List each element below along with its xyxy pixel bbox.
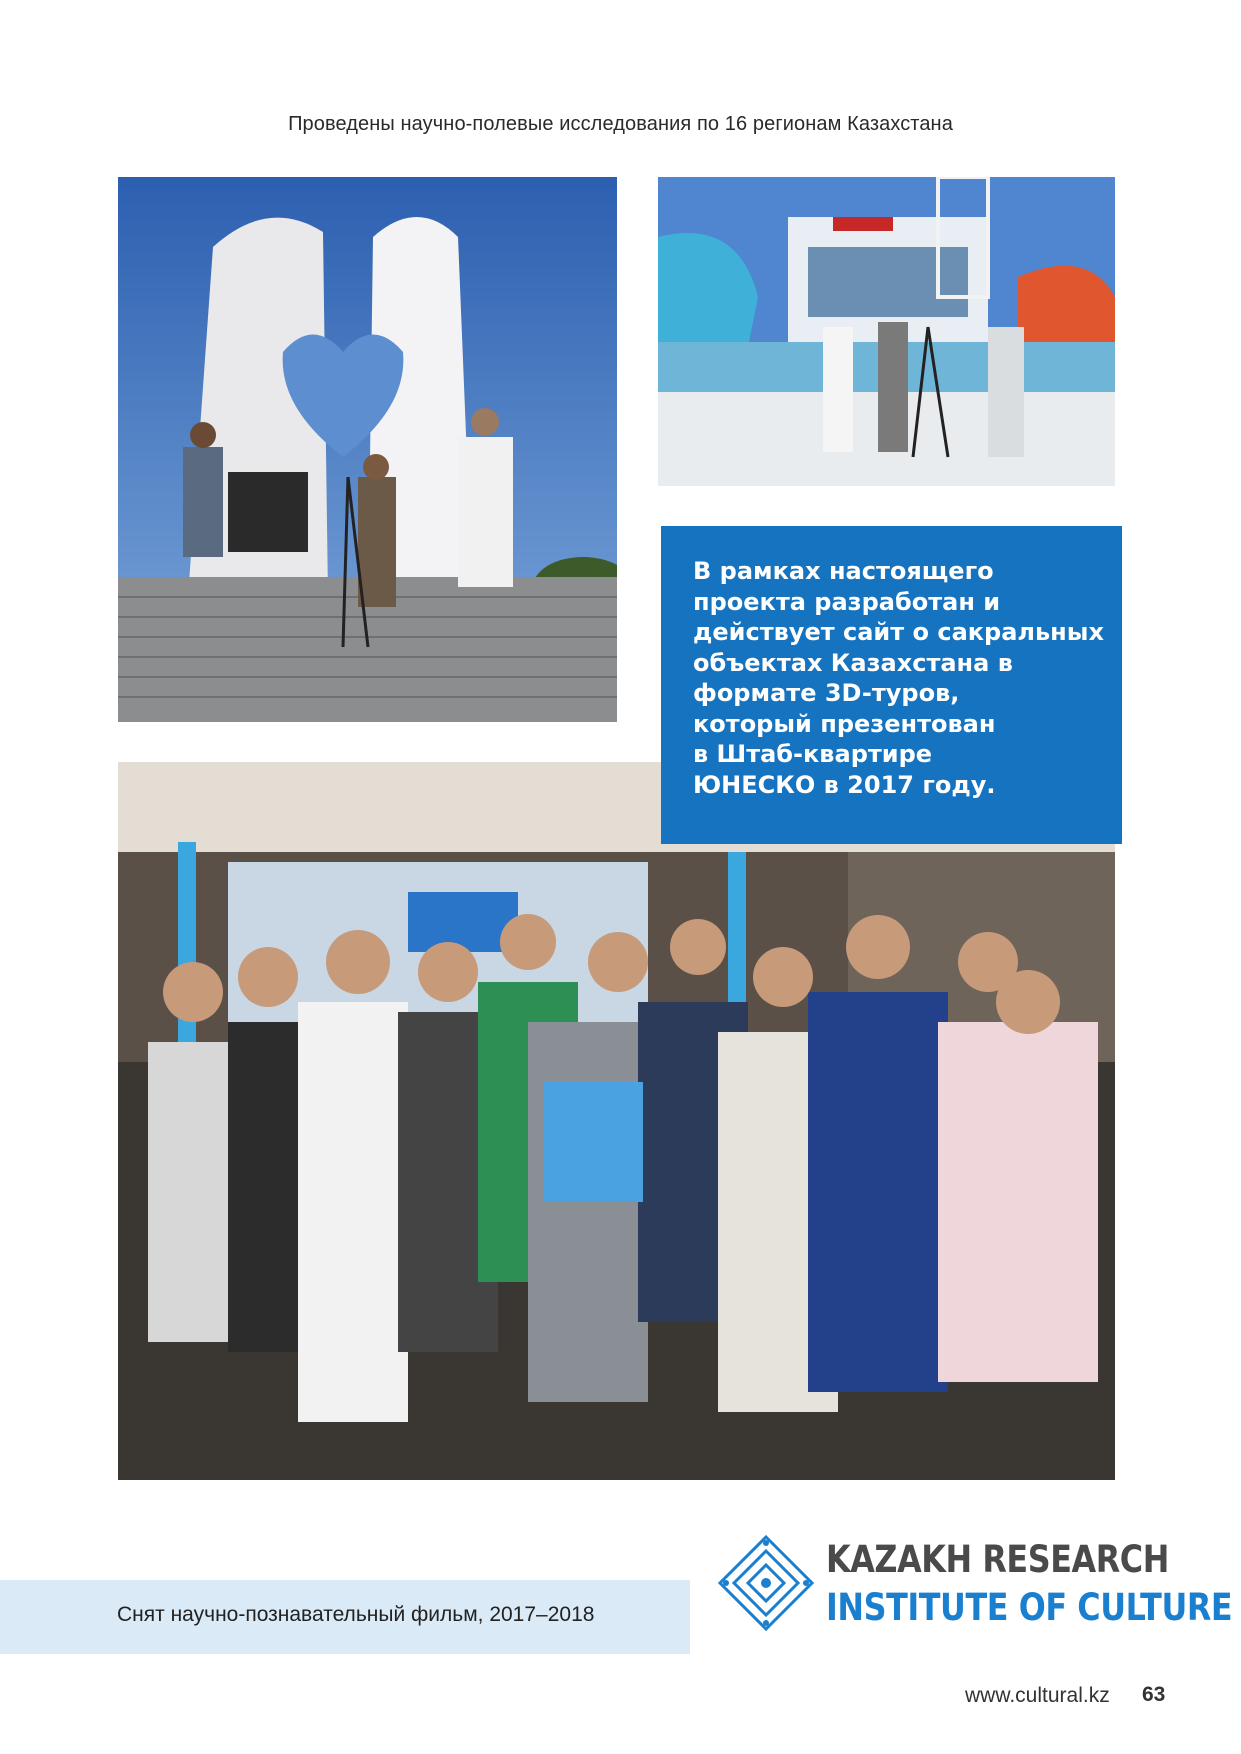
logo-title-line1: KAZAKH RESEARCH <box>826 1538 1169 1581</box>
highlight-text <box>693 556 1113 800</box>
highlight-line: проекта разработан и <box>693 587 1001 616</box>
logo-title-line2: INSTITUTE OF CULTURE <box>826 1586 1233 1629</box>
photo-monument-filming <box>118 177 617 722</box>
photo-unesco-group <box>118 762 1115 1480</box>
top-caption: Проведены научно-полевые исследования по 16 регионам Казахстана <box>288 113 953 135</box>
highlight-line: действует сайт о сакральных <box>693 618 1104 646</box>
highlight-line: который презентован <box>693 709 996 738</box>
caption-band <box>0 1580 690 1654</box>
footer-url[interactable]: www.cultural.kz <box>965 1684 1110 1707</box>
page-number: 63 <box>1142 1683 1166 1706</box>
photo-pool-filming <box>658 177 1115 486</box>
highlight-box <box>661 526 1122 844</box>
highlight-line: формате 3D-туров, <box>693 679 960 707</box>
bottom-caption: Снят научно-познавательный фильм, 2017–2018 <box>117 1603 595 1626</box>
highlight-line: В рамках настоящего <box>693 557 994 585</box>
highlight-line: объектах Казахстана в <box>693 648 1013 677</box>
ornament-logo-icon <box>716 1533 816 1633</box>
highlight-line: ЮНЕСКО в 2017 году. <box>693 770 996 799</box>
highlight-line: в Штаб-квартире <box>693 740 933 768</box>
